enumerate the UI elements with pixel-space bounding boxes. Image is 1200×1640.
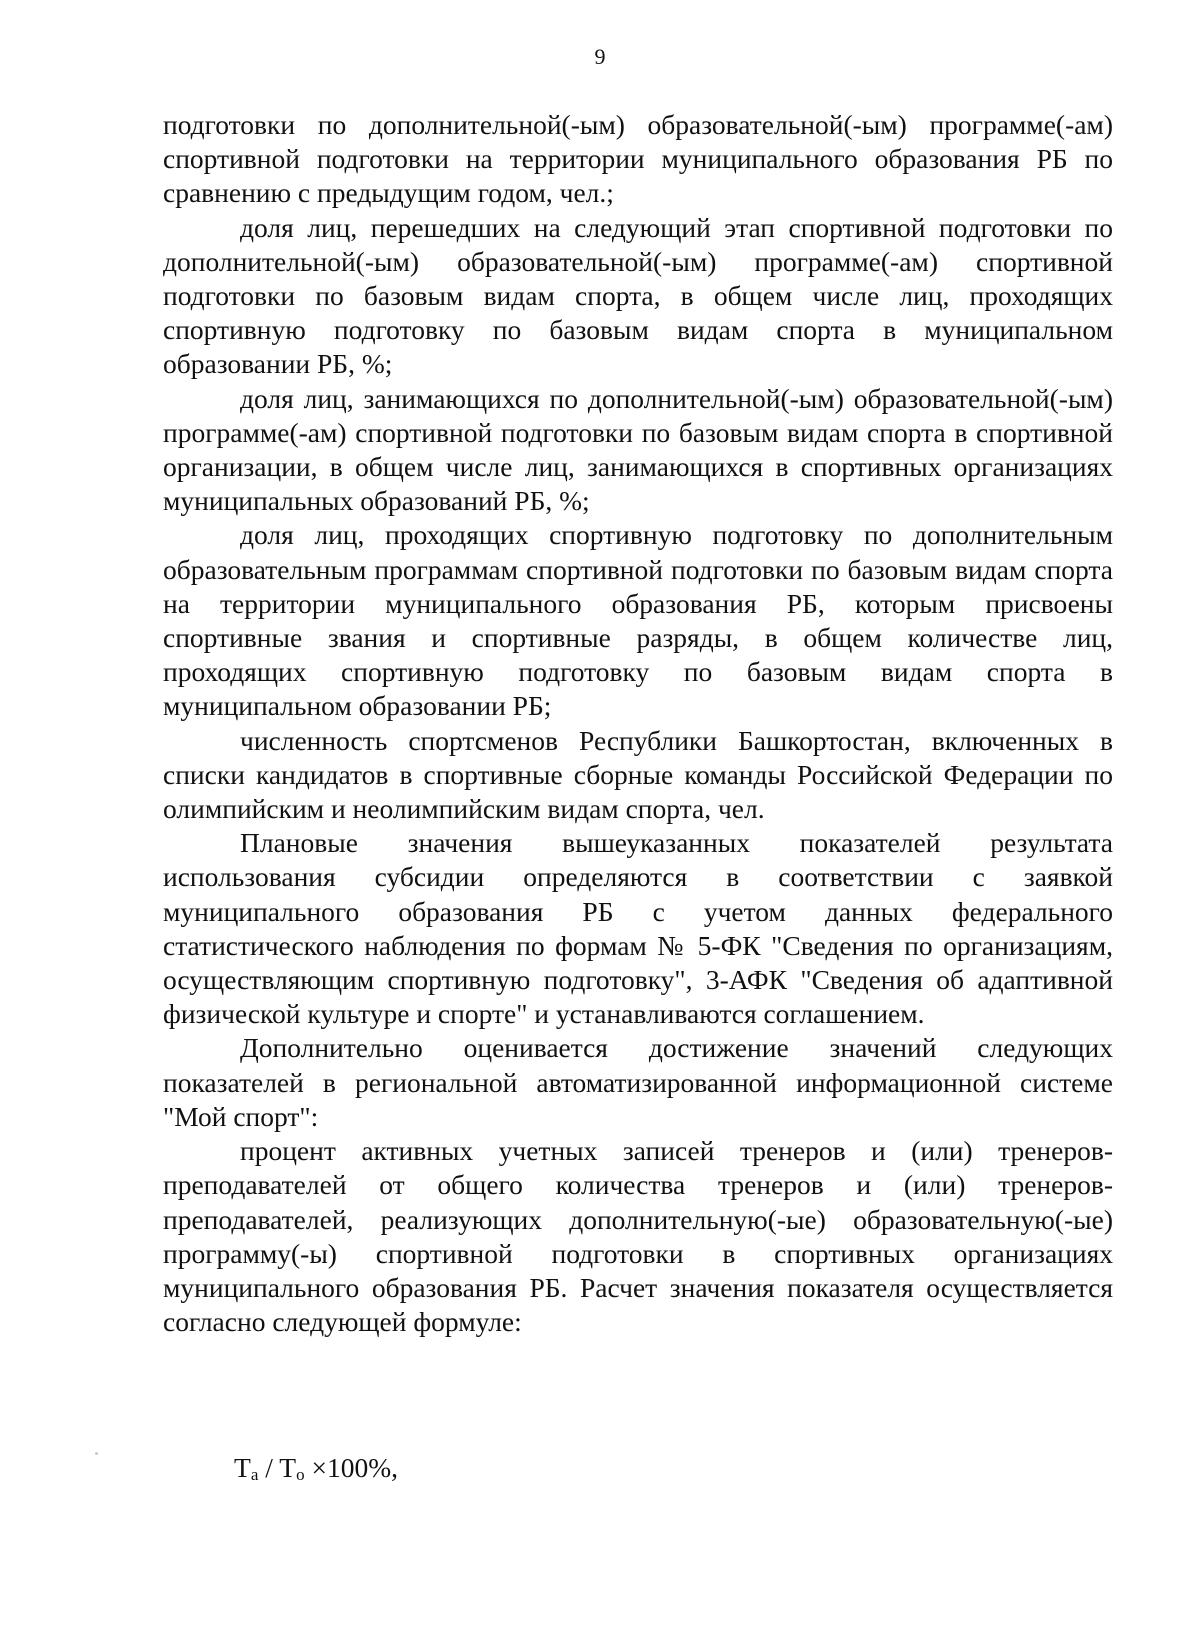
paragraph-active-accounts: процент активных учетных записей тренеров и (или) тренеров-преподавателей от общего количества тренеров и (или) тренеров-преподавателей, реализующих дополнительную(-ые) образовательную(-ые) программу(-ы) спортивной подготовки в спортивных организациях муниципального образования РБ. Расчет значения показателя осуществляется согласно следующей формуле: [163, 1135, 1113, 1338]
paragraph-national-candidates: численность спортсменов Республики Башкортостан, включенных в списки кандидатов в спортивные сборные команды Российской Федерации по олимпийским и неолимпийским видам спорта, чел. [163, 724, 1113, 825]
paragraph-ranked-share: доля лиц, проходящих спортивную подготовку по дополнительным образовательным программам спортивной подготовки по базовым видам спорта на территории муниципального образования РБ, которым присвоены спортивные звания и спортивные разряды, в общем количестве лиц, проходящих спортивную подготовку по базовым видам спорта в муниципальном образовании РБ; [163, 519, 1113, 722]
formula-numerator-symbol: T [234, 1452, 251, 1483]
page-number: 9 [594, 44, 606, 69]
paragraph-planned-values: Плановые значения вышеуказанных показателей результата использования субсидии определяются в соответствии с заявкой муниципального образования РБ с учетом данных федерального статистического наблюдения по формам № 5-ФК "Сведения по организациям, осуществляющим спортивную подготовку", 3-АФК "Сведения об адаптивной физической культуре и спорте" и устанавливаются соглашением. [163, 827, 1113, 1030]
document-body [163, 108, 1113, 1339]
paragraph-additional-evaluation: Дополнительно оценивается достижение значений следующих показателей в региональной автоматизированной информационной системе "Мой спорт": [163, 1032, 1113, 1132]
paragraph-transition-share: доля лиц, перешедших на следующий этап спортивной подготовки по дополнительной(-ым) образовательной(-ым) программе(-ам) спортивной подготовки по базовым видам спорта, в общем числе лиц, проходящих спортивную подготовку по базовым видам спорта в муниципальном образовании РБ, %; [163, 211, 1113, 380]
formula-tail: ×100%, [304, 1452, 398, 1483]
paragraph-participants-share: доля лиц, занимающихся по дополнительной(-ым) образовательной(-ым) программе(-ам) спортивной подготовки по базовым видам спорта в спортивной организации, в общем числе лиц, занимающихся в спортивных организациях муниципальных образований РБ, %; [163, 382, 1113, 517]
formula-denominator-symbol: T [279, 1452, 297, 1483]
formula-denominator-subscript: o [296, 1465, 305, 1484]
paragraph-continuation: подготовки по дополнительной(-ым) образовательной(-ым) программе(-ам) спортивной подготовки на территории муниципального образования РБ по сравнению с предыдущим годом, чел.; [163, 109, 1113, 209]
formula [234, 1451, 398, 1492]
scan-speck [95, 1452, 98, 1455]
formula-numerator-subscript: a [250, 1465, 259, 1484]
formula-divider: / [258, 1452, 280, 1483]
